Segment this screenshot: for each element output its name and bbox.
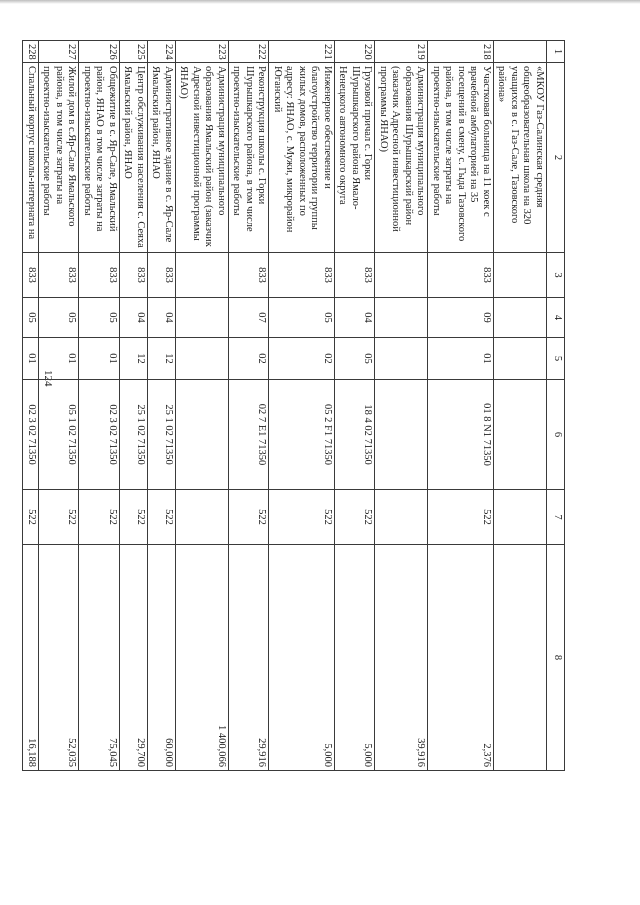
table-header-row bbox=[547, 41, 565, 771]
table-row bbox=[148, 41, 176, 771]
object-name-cell: Жилой дом в с.Яр-Сале Ямальского района, в том числе затраты на проектно-изыскательские работы bbox=[39, 63, 80, 253]
target-item-code-cell: 02 3 02 71350 bbox=[23, 380, 39, 490]
expense-type-cell: 522 bbox=[269, 490, 335, 545]
section-code-cell bbox=[375, 298, 428, 338]
ministry-code-cell: 833 bbox=[39, 253, 80, 298]
amount-cell: 1 400,066 bbox=[176, 545, 229, 771]
object-name-cell: Общежитие в с. Яр-Сале, Ямальский район, ЯНАО в том числе затраты на проектно-изыскательские работы bbox=[79, 63, 120, 253]
scan-edge bbox=[0, 0, 640, 4]
amount-cell: 52,035 bbox=[39, 545, 80, 771]
table-row bbox=[494, 41, 547, 771]
expense-type-cell: 522 bbox=[335, 490, 376, 545]
ministry-code-cell: 833 bbox=[79, 253, 120, 298]
object-name-cell: Грузовой причал с. Горки Шурышкарского района Ямало-Ненецкого автономного округа bbox=[335, 63, 376, 253]
table-row bbox=[428, 41, 494, 771]
subsection-code-cell bbox=[176, 338, 229, 380]
object-name-cell: «МКОУ Газ-Салинская средняя общеобразовательная школа на 320 учащихся в с. Газ-Сале, Тазовского района» bbox=[494, 63, 547, 253]
object-name-cell: Административное здание в с. Яр-Сале Ямальский район, ЯНАО bbox=[148, 63, 176, 253]
amount-cell bbox=[494, 545, 547, 771]
table-row bbox=[176, 41, 229, 771]
subsection-code-cell: 01 bbox=[79, 338, 120, 380]
expense-type-cell: 522 bbox=[120, 490, 148, 545]
table-row bbox=[39, 41, 80, 771]
ministry-code-cell: 833 bbox=[335, 253, 376, 298]
row-number-cell: 218 bbox=[428, 41, 494, 63]
amount-cell: 2,376 bbox=[428, 545, 494, 771]
subsection-code-cell bbox=[375, 338, 428, 380]
section-code-cell: 09 bbox=[428, 298, 494, 338]
amount-cell: 29,700 bbox=[120, 545, 148, 771]
subsection-code-cell: 12 bbox=[120, 338, 148, 380]
section-code-cell: 05 bbox=[23, 298, 39, 338]
subsection-code-cell bbox=[494, 338, 547, 380]
table-row bbox=[229, 41, 270, 771]
ministry-code-cell: 833 bbox=[120, 253, 148, 298]
ministry-code-cell bbox=[375, 253, 428, 298]
object-name-cell: Участковая больница на 11 коек с врачебной амбулаторией на 35 посещений в смену, с. Гыда Тазовского района, в том числе затраты на проектно-изыскательские работы bbox=[428, 63, 494, 253]
row-number-cell: 222 bbox=[229, 41, 270, 63]
object-name-cell: Спальный корпус школы-интерната на bbox=[23, 63, 39, 253]
ministry-code-cell: 833 bbox=[23, 253, 39, 298]
section-code-cell: 04 bbox=[335, 298, 376, 338]
section-code-cell: 05 bbox=[269, 298, 335, 338]
object-name-cell: Реконструкция школы с. Горки Шурышкарского района, в том числе проектно-изыскательские работы bbox=[229, 63, 270, 253]
section-code-cell: 04 bbox=[120, 298, 148, 338]
amount-cell: 5,000 bbox=[269, 545, 335, 771]
expense-type-cell bbox=[375, 490, 428, 545]
column-header: 7 bbox=[547, 490, 565, 545]
subsection-code-cell: 01 bbox=[39, 338, 80, 380]
subsection-code-cell: 02 bbox=[269, 338, 335, 380]
target-item-code-cell: 05 2 F1 71350 bbox=[269, 380, 335, 490]
amount-cell: 39,916 bbox=[375, 545, 428, 771]
budget-table bbox=[23, 40, 566, 771]
target-item-code-cell: 05 1 02 71350 bbox=[39, 380, 80, 490]
subsection-code-cell: 05 bbox=[335, 338, 376, 380]
amount-cell: 60,000 bbox=[148, 545, 176, 771]
expense-type-cell: 522 bbox=[79, 490, 120, 545]
row-number-cell: 221 bbox=[269, 41, 335, 63]
target-item-code-cell: 25 1 02 71350 bbox=[120, 380, 148, 490]
column-header: 1 bbox=[547, 41, 565, 63]
table-row bbox=[269, 41, 335, 771]
ministry-code-cell: 833 bbox=[229, 253, 270, 298]
expense-type-cell bbox=[494, 490, 547, 545]
expense-type-cell: 522 bbox=[229, 490, 270, 545]
amount-cell: 29,916 bbox=[229, 545, 270, 771]
object-name-cell: Инженерное обеспечение и благоустройство территории группы жилых домов, расположенных по адресу: ЯНАО, с. Мужи, микрорайон Юганский bbox=[269, 63, 335, 253]
section-code-cell: 04 bbox=[148, 298, 176, 338]
object-name-cell: Центр обслуживания населения с. Сеяха Ямальский район, ЯНАО bbox=[120, 63, 148, 253]
table-body bbox=[23, 41, 547, 771]
ministry-code-cell bbox=[176, 253, 229, 298]
table-row bbox=[120, 41, 148, 771]
subsection-code-cell: 02 bbox=[229, 338, 270, 380]
target-item-code-cell: 18 4 02 71350 bbox=[335, 380, 376, 490]
table-row bbox=[335, 41, 376, 771]
ministry-code-cell: 833 bbox=[428, 253, 494, 298]
expense-type-cell: 522 bbox=[23, 490, 39, 545]
page-number: 124 bbox=[42, 370, 54, 387]
ministry-code-cell: 833 bbox=[269, 253, 335, 298]
ministry-code-cell: 833 bbox=[148, 253, 176, 298]
target-item-code-cell: 02 7 E1 71350 bbox=[229, 380, 270, 490]
row-number-cell: 223 bbox=[176, 41, 229, 63]
table-row bbox=[23, 41, 39, 771]
subsection-code-cell: 01 bbox=[428, 338, 494, 380]
section-code-cell bbox=[494, 298, 547, 338]
row-number-cell: 228 bbox=[23, 41, 39, 63]
column-header: 6 bbox=[547, 380, 565, 490]
target-item-code-cell bbox=[375, 380, 428, 490]
object-name-cell: Администрация муниципального образования Ямальский район (заказчик Адресной инвестиционной программы ЯНАО) bbox=[176, 63, 229, 253]
column-header: 8 bbox=[547, 545, 565, 771]
column-header: 5 bbox=[547, 338, 565, 380]
section-code-cell: 05 bbox=[79, 298, 120, 338]
row-number-cell bbox=[494, 41, 547, 63]
row-number-cell: 227 bbox=[39, 41, 80, 63]
target-item-code-cell bbox=[494, 380, 547, 490]
section-code-cell: 05 bbox=[39, 298, 80, 338]
target-item-code-cell: 02 3 02 71350 bbox=[79, 380, 120, 490]
table-row bbox=[375, 41, 428, 771]
subsection-code-cell: 01 bbox=[23, 338, 39, 380]
column-header: 3 bbox=[547, 253, 565, 298]
amount-cell: 5,000 bbox=[335, 545, 376, 771]
amount-cell: 75,045 bbox=[79, 545, 120, 771]
section-code-cell bbox=[176, 298, 229, 338]
object-name-cell: Администрация муниципального образования Шурышкарский район (заказчик Адресной инвестиционной программы ЯНАО) bbox=[375, 63, 428, 253]
amount-cell: 16,188 bbox=[23, 545, 39, 771]
expense-type-cell bbox=[176, 490, 229, 545]
table-row bbox=[79, 41, 120, 771]
subsection-code-cell: 12 bbox=[148, 338, 176, 380]
row-number-cell: 226 bbox=[79, 41, 120, 63]
expense-type-cell: 522 bbox=[148, 490, 176, 545]
row-number-cell: 224 bbox=[148, 41, 176, 63]
target-item-code-cell: 01 8 N1 71350 bbox=[428, 380, 494, 490]
column-header: 4 bbox=[547, 298, 565, 338]
target-item-code-cell: 25 1 02 71350 bbox=[148, 380, 176, 490]
ministry-code-cell bbox=[494, 253, 547, 298]
column-header: 2 bbox=[547, 63, 565, 253]
row-number-cell: 220 bbox=[335, 41, 376, 63]
row-number-cell: 225 bbox=[120, 41, 148, 63]
section-code-cell: 07 bbox=[229, 298, 270, 338]
row-number-cell: 219 bbox=[375, 41, 428, 63]
target-item-code-cell bbox=[176, 380, 229, 490]
expense-type-cell: 522 bbox=[428, 490, 494, 545]
expense-type-cell: 522 bbox=[39, 490, 80, 545]
